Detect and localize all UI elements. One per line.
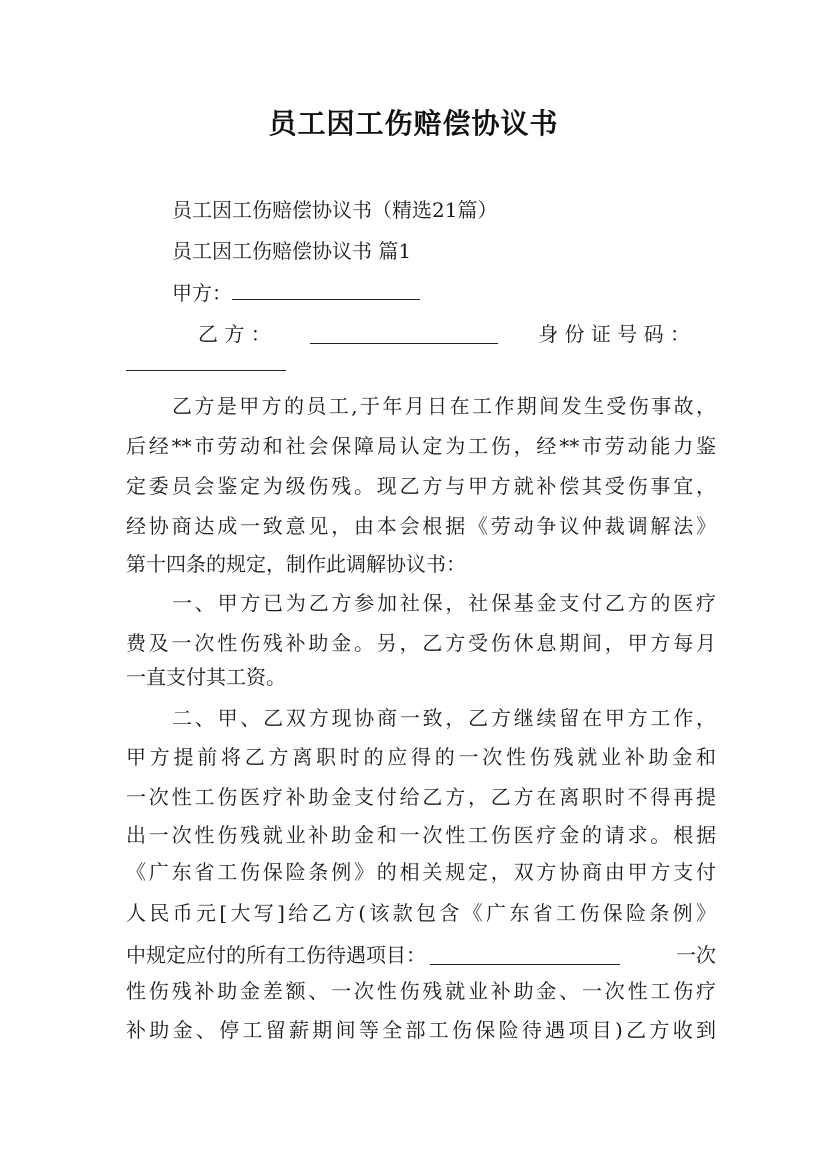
body-line: 人民币元[大写]给乙方(该款包含《广东省工伤保险条例》 (126, 901, 716, 925)
body-line: 《广东省工伤保险条例》的相关规定，双方协商由甲方支付 (126, 860, 716, 884)
body-line: 甲方提前将乙方离职时的应得的一次性伤残就业补助金和 (126, 745, 716, 769)
body-line: 补助金、停工留薪期间等全部工伤保险待遇项目)乙方收到 (126, 1018, 716, 1042)
amount-blank (430, 946, 620, 965)
body-line: 一、甲方已为乙方参加社保，社保基金支付乙方的医疗 (172, 591, 716, 615)
body-line: 后经**市劳动和社会保障局认定为工伤，经**市劳动能力鉴 (126, 434, 716, 458)
party-b-blank (310, 325, 498, 344)
body-line: 定委员会鉴定为级伤残。现乙方与甲方就补偿其受伤事宜， (126, 474, 716, 498)
body-line: 一次性工伤医疗补助金支付给乙方，乙方在离职时不得再提 (126, 785, 716, 809)
document-title: 员工因工伤赔偿协议书 (268, 107, 559, 140)
party-b-row (198, 320, 690, 344)
section-heading: 员工因工伤赔偿协议书 篇1 (172, 239, 412, 263)
body-text: 中规定应付的所有工伤待遇项目： (126, 943, 426, 967)
document-subtitle: 员工因工伤赔偿协议书（精选21篇） (172, 198, 498, 222)
body-line: 第十四条的规定，制作此调解协议书： (126, 552, 466, 576)
body-line: 经协商达成一致意见，由本会根据《劳动争议仲裁调解法》 (126, 514, 716, 538)
body-line: 性伤残补助金差额、一次性伤残就业补助金、一次性工伤疗 (126, 979, 716, 1003)
id-label: 身 份 证 号 码 ： (538, 322, 690, 346)
party-a-blank (232, 281, 420, 300)
id-number-row (126, 352, 716, 376)
party-a-label: 甲方： (172, 281, 232, 305)
body-line: 一直支付其工资。 (126, 665, 286, 689)
body-text: 一次 (676, 943, 716, 967)
body-line: 出一次性伤残就业补助金和一次性工伤医疗金的请求。根据 (126, 823, 716, 847)
id-number-blank (126, 352, 286, 371)
party-a-row (172, 281, 716, 305)
body-line: 乙方是甲方的员工,于年月日在工作期间发生受伤事故， (172, 394, 716, 418)
party-b-label: 乙 方 ： (198, 322, 271, 346)
body-line-with-blank (126, 941, 716, 965)
body-line: 费及一次性伤残补助金。另，乙方受伤休息期间，甲方每月 (126, 631, 716, 655)
body-line: 二、甲、乙双方现协商一致，乙方继续留在甲方工作， (172, 706, 716, 730)
